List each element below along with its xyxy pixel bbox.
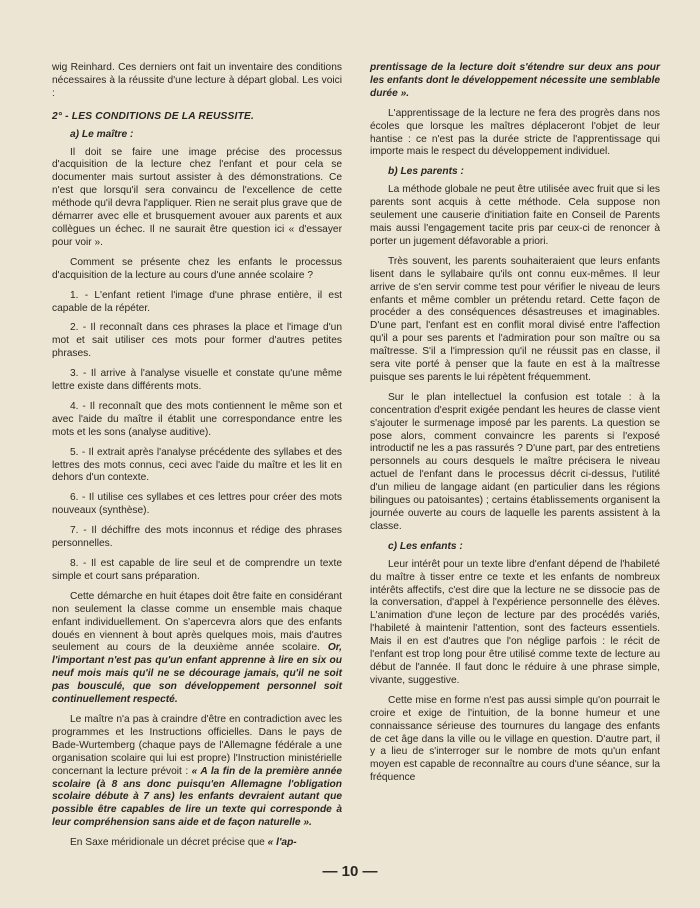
paragraph: Il doit se faire une image précise des processus d'acquisition de la lecture chez l'enfant et pour cela se documenter mais surtout assister à des démonstrations. Ce n'est que lorsqu'il sera convaincu de l'excellence de cette méthode qu'il devra l'appliquer. Rien ne serait plus grave que de démarrer avec elle et brusquement avouer aux parents et aux collègues un échec. Il ne saurait être question ici « d'essayer pour voir ». bbox=[52, 146, 342, 248]
step-item: 2. - Il reconnaît dans ces phrases la place et l'image d'un mot et sait utiliser ces mots pour former d'autres petites phrases. bbox=[52, 322, 342, 360]
subheading-parents: b) Les parents : bbox=[388, 166, 464, 178]
paragraph-text: Cette démarche en huit étapes doit être faite en considérant non seulement la classe comme un ensemble mais chaque enfant individuellement. On s'apercevra alors que des enfants doués en viennent à bout après quelques mois, mais d'autres seulement au cours de la deuxième année scolaire. bbox=[52, 590, 342, 654]
intro-paragraph: wig Reinhard. Ces derniers ont fait un inventaire des conditions nécessaires à la réussite d'une lecture à départ global. Les voici : bbox=[52, 62, 342, 99]
step-item: 6. - Il utilise ces syllabes et ces lettres pour créer des mots nouveaux (synthèse). bbox=[52, 492, 342, 517]
paragraph: L'apprentissage de la lecture ne fera des progrès dans nos écoles que lorsque les maîtres déplaceront l'objet de leur hantise : ce n'est pas la durée stricte de l'apprentissage qui importe mais le respect du développement individuel. bbox=[370, 107, 660, 158]
paragraph bbox=[52, 837, 342, 850]
paragraph: Sur le plan intellectuel la confusion est totale : à la concentration d'esprit exigée pendant les heures de classe vient s'ajouter le surmenage imposé par les parents. La question se pose alors, comment convaincre les parents si l'exposé introductif ne les a pas rassurés ? D'une part, par des entretiens personnels au cours desquels le maître précisera le niveau actuel de l'enfant dans le processus décrit ci-dessus, l'utilité d'un milieu de langage aidant (en particulier dans les régions bilingues ou patoisantes) ; certains établissements organisent la journée ouverte au cours de laquelle les parents assistent à la classe. bbox=[370, 391, 660, 532]
paragraph bbox=[52, 714, 342, 830]
section-heading: 2° - LES CONDITIONS DE LA REUSSITE. bbox=[52, 110, 255, 122]
left-column bbox=[52, 62, 342, 857]
right-column bbox=[370, 62, 660, 792]
paragraph: Comment se présente chez les enfants le processus d'acquisition de la lecture au cours d'une année scolaire ? bbox=[52, 256, 342, 281]
step-item: 5. - Il extrait après l'analyse précédente des syllabes et des lettres des mots connus, ceci avec l'aide du maître et les lit en dehors d'un contexte. bbox=[52, 446, 342, 484]
emphasis-text: « A la fin de la première année scolaire (à 8 ans donc puisqu'en Allemagne l'obligation scolaire débute à 7 ans) les enfants devraient autant que possible être capables de lire un texte qui corresponde à leur compréhension sans aide et de façon naturelle ». bbox=[52, 765, 342, 829]
page-number: — 10 — bbox=[322, 863, 378, 880]
paragraph: La méthode globale ne peut être utilisée avec fruit que si les parents sont acquis à cette méthode. Cela suppose non seulement une causerie d'initiation faite en Conseil de Parents mais aussi l'engagement tacite pris par ceux-ci de renoncer à porter un jugement défavorable a priori. bbox=[370, 184, 660, 247]
continued-emphasis: prentissage de la lecture doit s'étendre sur deux ans pour les enfants dont le développement nécessite une semblable durée ». bbox=[370, 62, 660, 99]
paragraph bbox=[52, 591, 342, 707]
step-item: 8. - Il est capable de lire seul et de comprendre un texte simple et court sans préparation. bbox=[52, 558, 342, 582]
step-item: 3. - Il arrive à l'analyse visuelle et constate qu'une même lettre existe dans différents mots. bbox=[52, 368, 342, 393]
subheading-maitre: a) Le maître : bbox=[70, 128, 134, 140]
emphasis-text: Or, l'important n'est pas qu'un enfant apprenne à lire en six ou neuf mois mais qu'il ne se décourage jamais, qu'il ne soit pas bousculé, que son développement personnel soit continuellement respecté. bbox=[52, 642, 342, 706]
paragraph: Cette mise en forme n'est pas aussi simple qu'on pourrait le croire et exige de l'intuition, de la bonne humeur et une connaissance sérieuse des tournures du langage des enfants de cet âge dans la ville ou le village en question. D'autre part, il y a lieu de s'interroger sur le nombre de mots qu'un enfant moyen est capable de reconnaître au cours d'une séance, sur la fréquence bbox=[370, 694, 660, 784]
emphasis-text: « l'ap- bbox=[267, 837, 297, 849]
subheading-enfants: c) Les enfants : bbox=[388, 540, 463, 552]
paragraph: Leur intérêt pour un texte libre d'enfant dépend de l'habileté du maître à tisser entre ce texte et les enfants de nombreux intérêts affectifs, c'est dire que la lecture ne se dissocie pas de la conversation, d'appel à l'expérience personnelle des élèves. L'animation d'une leçon de lecture par des procédés variés, l'habileté à maintenir l'attention, sont des facteurs essentiels. Mais il en est d'autres que l'on néglige parfois : le récit de l'enfant est trop long pour être utilisé comme texte de lecture au début de l'année. Il faut donc le réduire à une phrase simple, vivante, suggestive. bbox=[370, 558, 660, 686]
step-item: 4. - Il reconnaît que des mots contiennent le même son et avec l'aide du maître il établit une correspondance entre les mots et les sons (analyse auditive). bbox=[52, 400, 342, 438]
paragraph-text: En Saxe méridionale un décret précise que bbox=[70, 837, 265, 849]
step-item: 7. - Il déchiffre des mots inconnus et rédige des phrases personnelles. bbox=[52, 525, 342, 550]
step-item: 1. - L'enfant retient l'image d'une phrase entière, il est capable de la répéter. bbox=[52, 289, 342, 314]
paragraph-text: Le maître n'a pas à craindre d'être en contradiction avec les programmes et les Instructions officielles. Dans le pays de Bade-Wurtemberg (chaque pays de l'Allemagne fédérale a une organisation scolaire qui lui est propre) l'Instruction ministérielle concernant la lecture prévoit : bbox=[52, 713, 342, 777]
paragraph: Très souvent, les parents souhaiteraient que leurs enfants lisent dans le syllabaire qu'ils ont connu eux-mêmes. Il leur arrive de s'en servir comme test pour vérifier le niveau de leurs enfants et même combler un prétendu retard. Cette façon de procéder a des conséquences désastreuses et imaginables. D'une part, l'enfant est en conflit moral divisé entre l'affection qu'il a pour ses parents et l'admiration pour son maître ou sa maîtresse. S'il a l'impression qu'il ne réussit pas en classe, il sera vite porté à penser que la faute en est à la maîtresse puisque ses parents le lui répètent fréquemment. bbox=[370, 255, 660, 383]
